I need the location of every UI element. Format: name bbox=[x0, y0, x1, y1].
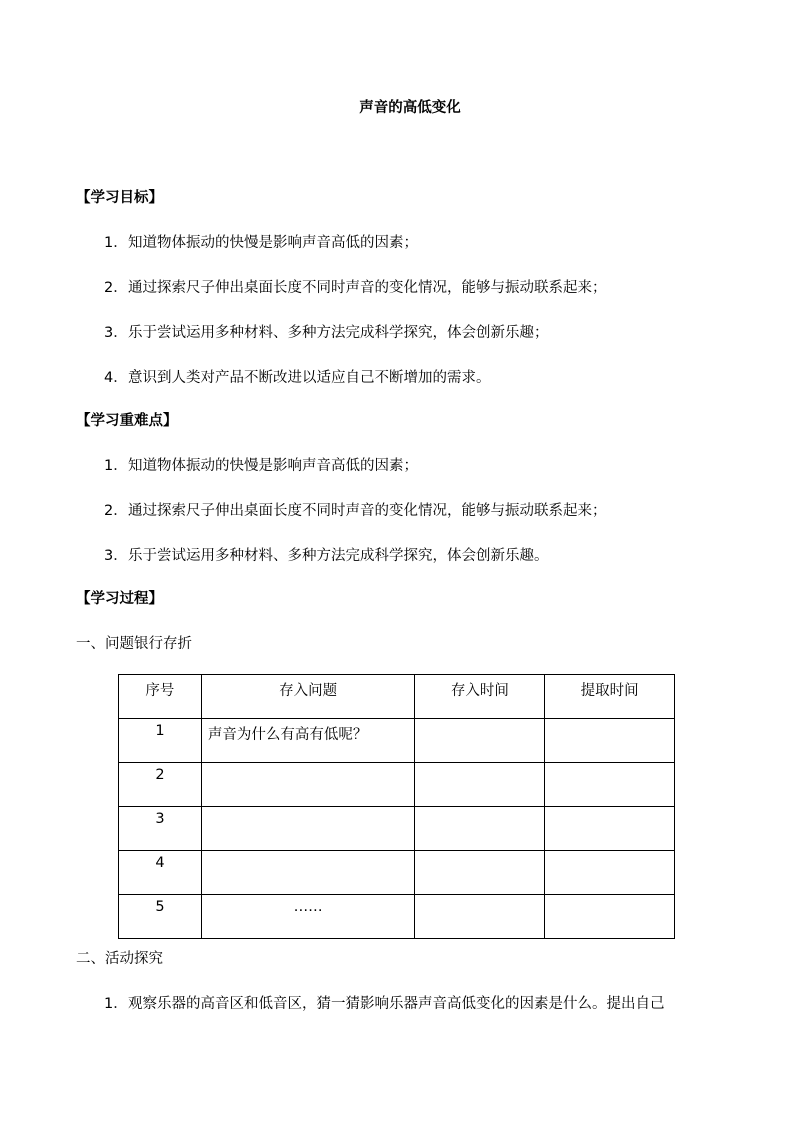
goal-item-text: 知道物体振动的快慢是影响声音高低的因素； bbox=[128, 235, 418, 251]
page-title: 声音的高低变化 bbox=[359, 100, 461, 116]
cell-deposit-time bbox=[415, 851, 545, 895]
goal-item-number: 2． bbox=[104, 280, 128, 296]
goal-item-1 bbox=[104, 231, 418, 252]
table-row bbox=[119, 895, 675, 939]
cell-withdraw-time bbox=[545, 851, 675, 895]
cell-withdraw-time bbox=[545, 763, 675, 807]
cell-deposit-time bbox=[415, 895, 545, 939]
activity-item-text: 观察乐器的高音区和低音区，猜一猜影响乐器声音高低变化的因素是什么。提出自己 bbox=[128, 996, 665, 1012]
table-header-row bbox=[119, 675, 675, 719]
key-point-text: 乐于尝试运用多种材料、多种方法完成科学探究，体会创新乐趣。 bbox=[128, 548, 549, 564]
activity-item-1 bbox=[104, 992, 665, 1013]
goal-item-text: 通过探索尺子伸出桌面长度不同时声音的变化情况，能够与振动联系起来； bbox=[128, 280, 607, 296]
goal-item-text: 乐于尝试运用多种材料、多种方法完成科学探究，体会创新乐趣； bbox=[128, 325, 549, 341]
table-row bbox=[119, 851, 675, 895]
cell-deposit-time bbox=[415, 719, 545, 763]
key-points-heading: 【学习重难点】 bbox=[76, 413, 178, 429]
goal-item-4 bbox=[104, 366, 491, 387]
header-index: 序号 bbox=[119, 675, 202, 719]
cell-deposit-time bbox=[415, 807, 545, 851]
cell-index: 4 bbox=[119, 851, 202, 895]
key-point-text: 通过探索尺子伸出桌面长度不同时声音的变化情况，能够与振动联系起来； bbox=[128, 503, 607, 519]
cell-deposit-time bbox=[415, 763, 545, 807]
cell-withdraw-time bbox=[545, 807, 675, 851]
header-question: 存入问题 bbox=[201, 675, 415, 719]
table-row bbox=[119, 763, 675, 807]
activity-item-number: 1． bbox=[104, 996, 128, 1012]
goal-item-number: 4． bbox=[104, 370, 128, 386]
goal-item-3 bbox=[104, 321, 549, 342]
goal-item-text: 意识到人类对产品不断改进以适应自己不断增加的需求。 bbox=[128, 370, 491, 386]
goal-item-number: 3． bbox=[104, 325, 128, 341]
question-bank-table bbox=[118, 674, 675, 939]
cell-withdraw-time bbox=[545, 719, 675, 763]
cell-question bbox=[201, 807, 415, 851]
header-deposit-time: 存入时间 bbox=[415, 675, 545, 719]
table-row bbox=[119, 719, 675, 763]
cell-withdraw-time bbox=[545, 895, 675, 939]
section-activity: 二、活动探究 bbox=[76, 951, 163, 967]
key-point-item-2 bbox=[104, 499, 607, 520]
cell-index: 1 bbox=[119, 719, 202, 763]
goal-item-number: 1． bbox=[104, 235, 128, 251]
table-row bbox=[119, 807, 675, 851]
cell-question bbox=[201, 763, 415, 807]
key-point-item-3 bbox=[104, 544, 549, 565]
cell-question: …… bbox=[201, 895, 415, 939]
section-question-bank: 一、问题银行存折 bbox=[76, 636, 192, 652]
cell-index: 2 bbox=[119, 763, 202, 807]
goal-item-2 bbox=[104, 276, 607, 297]
key-point-text: 知道物体振动的快慢是影响声音高低的因素； bbox=[128, 458, 418, 474]
cell-question bbox=[201, 851, 415, 895]
key-point-number: 3． bbox=[104, 548, 128, 564]
cell-index: 3 bbox=[119, 807, 202, 851]
cell-index: 5 bbox=[119, 895, 202, 939]
process-heading: 【学习过程】 bbox=[76, 591, 163, 607]
key-point-number: 2． bbox=[104, 503, 128, 519]
key-point-number: 1． bbox=[104, 458, 128, 474]
cell-question: 声音为什么有高有低呢？ bbox=[201, 719, 415, 763]
goals-heading: 【学习目标】 bbox=[76, 190, 163, 206]
header-withdraw-time: 提取时间 bbox=[545, 675, 675, 719]
key-point-item-1 bbox=[104, 454, 418, 475]
